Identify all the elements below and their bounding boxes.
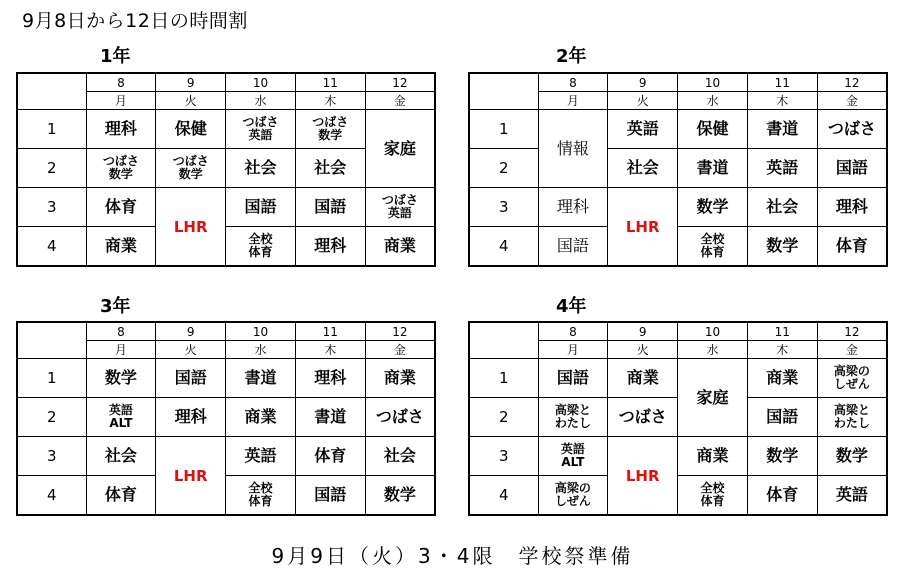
subject-cell: 高梁と わたし [538,398,608,437]
date-cell: 9 [608,73,678,92]
day-cell: 金 [817,92,887,110]
subject-cell: 国語 [226,188,296,227]
day-cell: 火 [608,92,678,110]
subject-cell: つばさ 英語 [365,188,435,227]
subject-cell: 書道 [747,110,817,149]
subject-cell: つばさ [817,110,887,149]
subject-cell: 英語 ALT [86,398,156,437]
corner-cell [469,322,538,359]
day-cell: 水 [678,341,748,359]
subject-cell: 家庭 [365,110,435,188]
period-number: 2 [469,398,538,437]
subject-cell: 国語 [538,227,608,267]
subject-cell: 英語 [817,476,887,516]
period-row [17,188,435,227]
period-row [17,110,435,149]
period-row [469,110,887,149]
subject-cell: 国語 [156,359,226,398]
subject-cell: 体育 [747,476,817,516]
date-cell: 12 [365,73,435,92]
subject-cell: つばさ [365,398,435,437]
lhr-cell: LHR [156,188,226,267]
subject-cell: 体育 [295,437,365,476]
date-cell: 11 [747,322,817,341]
subject-cell: 国語 [817,149,887,188]
subject-cell: 商業 [747,359,817,398]
subject-cell: 理科 [156,398,226,437]
timetable-grade-3 [16,321,436,516]
period-row [469,437,887,476]
subject-cell: 国語 [295,188,365,227]
period-number: 4 [469,227,538,267]
date-header-row [469,73,887,92]
subject-cell: 英語 [747,149,817,188]
period-row [469,359,887,398]
subject-cell: 理科 [295,359,365,398]
grade-2-title: 2年 [556,46,587,67]
subject-cell: 全校 体育 [226,227,296,267]
period-number: 3 [17,437,86,476]
day-cell: 木 [747,92,817,110]
date-header-row [17,322,435,341]
period-row [17,437,435,476]
subject-cell: 保健 [156,110,226,149]
period-row [469,149,887,188]
subject-cell: 数学 [747,227,817,267]
period-row [469,227,887,267]
timetable-grade-2 [468,72,888,267]
day-cell: 月 [86,92,156,110]
subject-cell: 数学 [365,476,435,516]
period-number: 1 [17,110,86,149]
subject-cell: 体育 [86,188,156,227]
period-number: 3 [17,188,86,227]
period-row [469,188,887,227]
subject-cell: 書道 [678,149,748,188]
timetable-grade-1 [16,72,436,267]
lhr-cell: LHR [608,188,678,267]
day-cell: 水 [226,341,296,359]
date-header-row [469,322,887,341]
subject-cell: 書道 [226,359,296,398]
date-cell: 10 [226,322,296,341]
date-cell: 12 [817,73,887,92]
period-number: 1 [469,110,538,149]
period-number: 3 [469,188,538,227]
day-cell: 金 [365,92,435,110]
period-row [17,476,435,516]
period-number: 4 [17,476,86,516]
grade-3-title: 3年 [100,296,131,317]
subject-cell: つばさ [608,398,678,437]
subject-cell: 商業 [608,359,678,398]
page-title: 9月8日から12日の時間割 [22,10,248,32]
subject-cell: 数学 [747,437,817,476]
period-number: 1 [469,359,538,398]
subject-cell: つばさ 数学 [295,110,365,149]
day-cell: 火 [156,92,226,110]
period-number: 4 [17,227,86,267]
day-cell: 火 [608,341,678,359]
subject-cell: 社会 [608,149,678,188]
subject-cell: 情報 [538,110,608,188]
date-cell: 12 [817,322,887,341]
date-cell: 11 [295,73,365,92]
subject-cell: 社会 [295,149,365,188]
day-cell: 金 [817,341,887,359]
date-cell: 9 [156,73,226,92]
day-cell: 水 [226,92,296,110]
date-cell: 10 [678,73,748,92]
corner-cell [17,73,86,110]
subject-cell: 高梁と わたし [817,398,887,437]
lhr-cell: LHR [608,437,678,516]
subject-cell: 英語 ALT [538,437,608,476]
subject-cell: 国語 [295,476,365,516]
subject-cell: つばさ 数学 [86,149,156,188]
subject-cell: 高梁の しぜん [817,359,887,398]
subject-cell: 商業 [226,398,296,437]
subject-cell: 全校 体育 [678,476,748,516]
day-cell: 木 [295,92,365,110]
day-cell: 月 [86,341,156,359]
subject-cell: 高梁の しぜん [538,476,608,516]
date-cell: 8 [538,322,608,341]
subject-cell: 社会 [226,149,296,188]
day-cell: 月 [538,92,608,110]
day-cell: 火 [156,341,226,359]
subject-cell: 数学 [817,437,887,476]
subject-cell: 国語 [538,359,608,398]
date-cell: 8 [86,73,156,92]
subject-cell: 理科 [538,188,608,227]
corner-cell [469,73,538,110]
date-header-row [17,73,435,92]
subject-cell: つばさ 数学 [156,149,226,188]
period-row [17,227,435,267]
subject-cell: 書道 [295,398,365,437]
date-cell: 10 [226,73,296,92]
day-cell: 木 [747,341,817,359]
period-number: 1 [17,359,86,398]
subject-cell: 英語 [226,437,296,476]
subject-cell: 商業 [365,227,435,267]
date-cell: 11 [295,322,365,341]
footer-note: 9月9日（火）3・4限 学校祭準備 [271,544,634,568]
period-number: 2 [17,149,86,188]
grade-4-title: 4年 [556,296,587,317]
period-number: 2 [469,149,538,188]
period-number: 4 [469,476,538,516]
subject-cell: 社会 [365,437,435,476]
date-cell: 10 [678,322,748,341]
corner-cell [17,322,86,359]
date-cell: 12 [365,322,435,341]
subject-cell: 体育 [86,476,156,516]
subject-cell: つばさ 英語 [226,110,296,149]
subject-cell: 家庭 [678,359,748,437]
date-cell: 11 [747,73,817,92]
period-number: 2 [17,398,86,437]
day-cell: 水 [678,92,748,110]
date-cell: 8 [86,322,156,341]
subject-cell: 数学 [678,188,748,227]
subject-cell: 社会 [86,437,156,476]
subject-cell: 社会 [747,188,817,227]
grade-1-title: 1年 [100,46,131,67]
subject-cell: 商業 [365,359,435,398]
subject-cell: 理科 [86,110,156,149]
subject-cell: 数学 [86,359,156,398]
subject-cell: 国語 [747,398,817,437]
date-cell: 8 [538,73,608,92]
date-cell: 9 [156,322,226,341]
day-cell: 金 [365,341,435,359]
subject-cell: 保健 [678,110,748,149]
period-number: 3 [469,437,538,476]
subject-cell: 理科 [295,227,365,267]
day-cell: 木 [295,341,365,359]
subject-cell: 理科 [817,188,887,227]
day-cell: 月 [538,341,608,359]
period-row [469,476,887,516]
period-row [17,359,435,398]
subject-cell: 英語 [608,110,678,149]
lhr-cell: LHR [156,437,226,516]
subject-cell: 商業 [86,227,156,267]
timetable-grade-4 [468,321,888,516]
subject-cell: 商業 [678,437,748,476]
date-cell: 9 [608,322,678,341]
period-row [17,398,435,437]
subject-cell: 全校 体育 [678,227,748,267]
subject-cell: 体育 [817,227,887,267]
subject-cell: 全校 体育 [226,476,296,516]
